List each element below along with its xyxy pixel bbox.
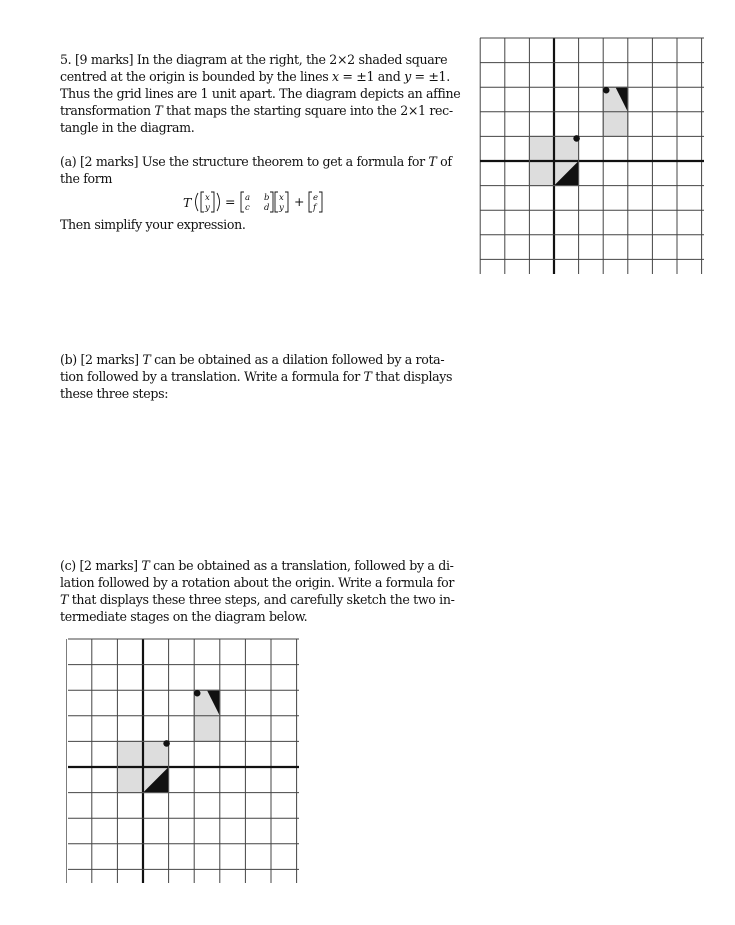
formula-vec-y: y (279, 203, 284, 213)
part-a-line: (a) [2 marks] Use the structure theorem to get a formula for T of (60, 154, 452, 169)
start-square-marker-dot (163, 740, 170, 747)
formula-d: d (264, 203, 270, 213)
formula-vec-x: x (279, 193, 284, 203)
part-c-line: T that displays these three steps, and carefully sketch the two in- (60, 592, 455, 607)
formula-function-name: T (183, 195, 192, 210)
image-rectangle-marker-dot (603, 87, 610, 94)
formula-b: b (264, 193, 270, 203)
intro-line: transformation T that maps the starting square into the 2×1 rec- (60, 103, 453, 118)
part-a-line: the form (60, 171, 113, 186)
formula-a: a (245, 193, 251, 203)
intro-line: Thus the grid lines are 1 unit apart. The diagram depicts an affine (60, 86, 461, 101)
part-a-text (60, 153, 480, 187)
formula-e: e (313, 193, 319, 203)
part-c-text (60, 557, 480, 625)
part-b-line: (b) [2 marks] T can be obtained as a dilation followed by a rota- (60, 352, 445, 367)
affine-formula (183, 188, 363, 216)
image-rectangle-marker-dot (194, 690, 201, 697)
intro-line: tangle in the diagram. (60, 120, 195, 135)
transformation-diagram-bottom[interactable] (66, 637, 301, 885)
part-c-line: termediate stages on the diagram below. (60, 609, 308, 624)
question-intro (60, 51, 480, 136)
svg-text:+: + (294, 194, 305, 209)
part-b-line: tion followed by a translation. Write a formula for T that displays (60, 369, 453, 384)
part-b-line: these three steps: (60, 386, 169, 401)
formula-var-y: y (205, 203, 210, 213)
part-c-line: (c) [2 marks] T can be obtained as a translation, followed by a di- (60, 558, 454, 573)
transformation-diagram-top (478, 36, 706, 276)
formula-var-x: x (205, 193, 210, 203)
start-square-marker-dot (573, 135, 580, 142)
formula-f: f (313, 203, 317, 213)
part-b-text (60, 351, 480, 402)
intro-line: 5. [9 marks] In the diagram at the right, the 2×2 shaded square (60, 52, 448, 67)
part-c-line: lation followed by a rotation about the origin. Write a formula for (60, 575, 455, 590)
intro-line: centred at the origin is bounded by the lines x = ±1 and y = ±1. (60, 69, 450, 84)
part-a-tail: Then simplify your expression. (60, 217, 246, 232)
formula-c: c (245, 203, 250, 213)
svg-text:=: = (225, 194, 236, 209)
